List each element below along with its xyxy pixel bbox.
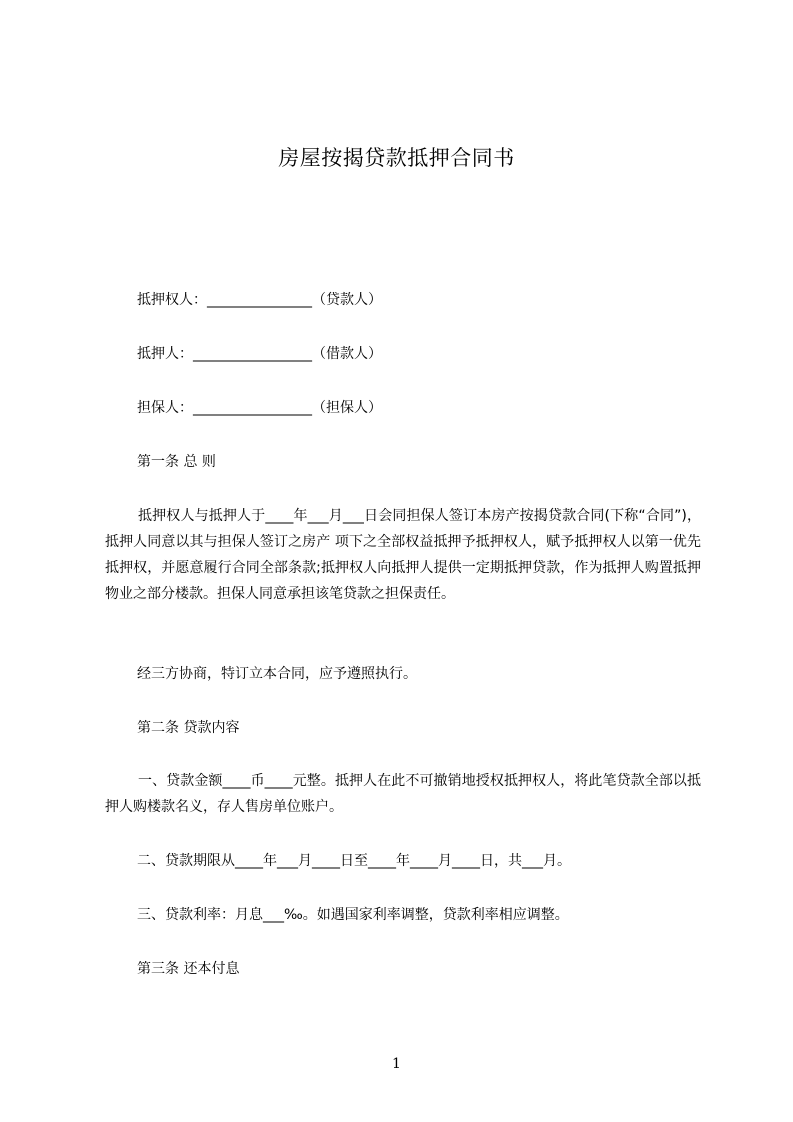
article-1-heading: 第一条 总 则 xyxy=(137,454,216,470)
loan-amount-paragraph: 一、贷款金额____币____元整。抵押人在此不可撤销地授权抵押权人，将此笔贷款全部以抵押人购楼款名义，存人售房单位账户。 xyxy=(105,773,701,815)
page-number: 1 xyxy=(392,1056,401,1072)
article-1-paragraph: 抵押权人与抵押人于____年___月___日会同担保人签订本房产按揭贷款合同(下称“合同”)，抵押人同意以其与担保人签订之房产 项下之全部权益抵押予抵押权人，赋予抵押权人以第一优先抵押权，并愿意履行合同全部条款;抵押权人向抵押人提供一定期抵押贷款，作为抵押人购置抵押物业之部分楼款。担保人同意承担该笔贷款之担保责任。 xyxy=(105,508,701,602)
document-title: 房屋按揭贷款抵押合同书 xyxy=(278,146,515,170)
interest-rate-line: 三、贷款利率：月息___‰。如遇国家利率调整，贷款利率相应调整。 xyxy=(137,907,569,923)
article-2-heading: 第二条 贷款内容 xyxy=(137,720,240,736)
party-mortgagor-line: 抵押人：_________________（借款人） xyxy=(137,346,382,362)
agreement-line: 经三方协商，特订立本合同，应予遵照执行。 xyxy=(137,666,417,682)
loan-term-line: 二、贷款期限从____年___月____日至____年____月____日，共___月。 xyxy=(137,853,571,869)
article-3-heading: 第三条 还本付息 xyxy=(137,961,240,977)
party-mortgagee-line: 抵押权人：_______________（贷款人） xyxy=(137,292,382,308)
party-guarantor-line: 担保人：_________________（担保人） xyxy=(137,400,382,416)
